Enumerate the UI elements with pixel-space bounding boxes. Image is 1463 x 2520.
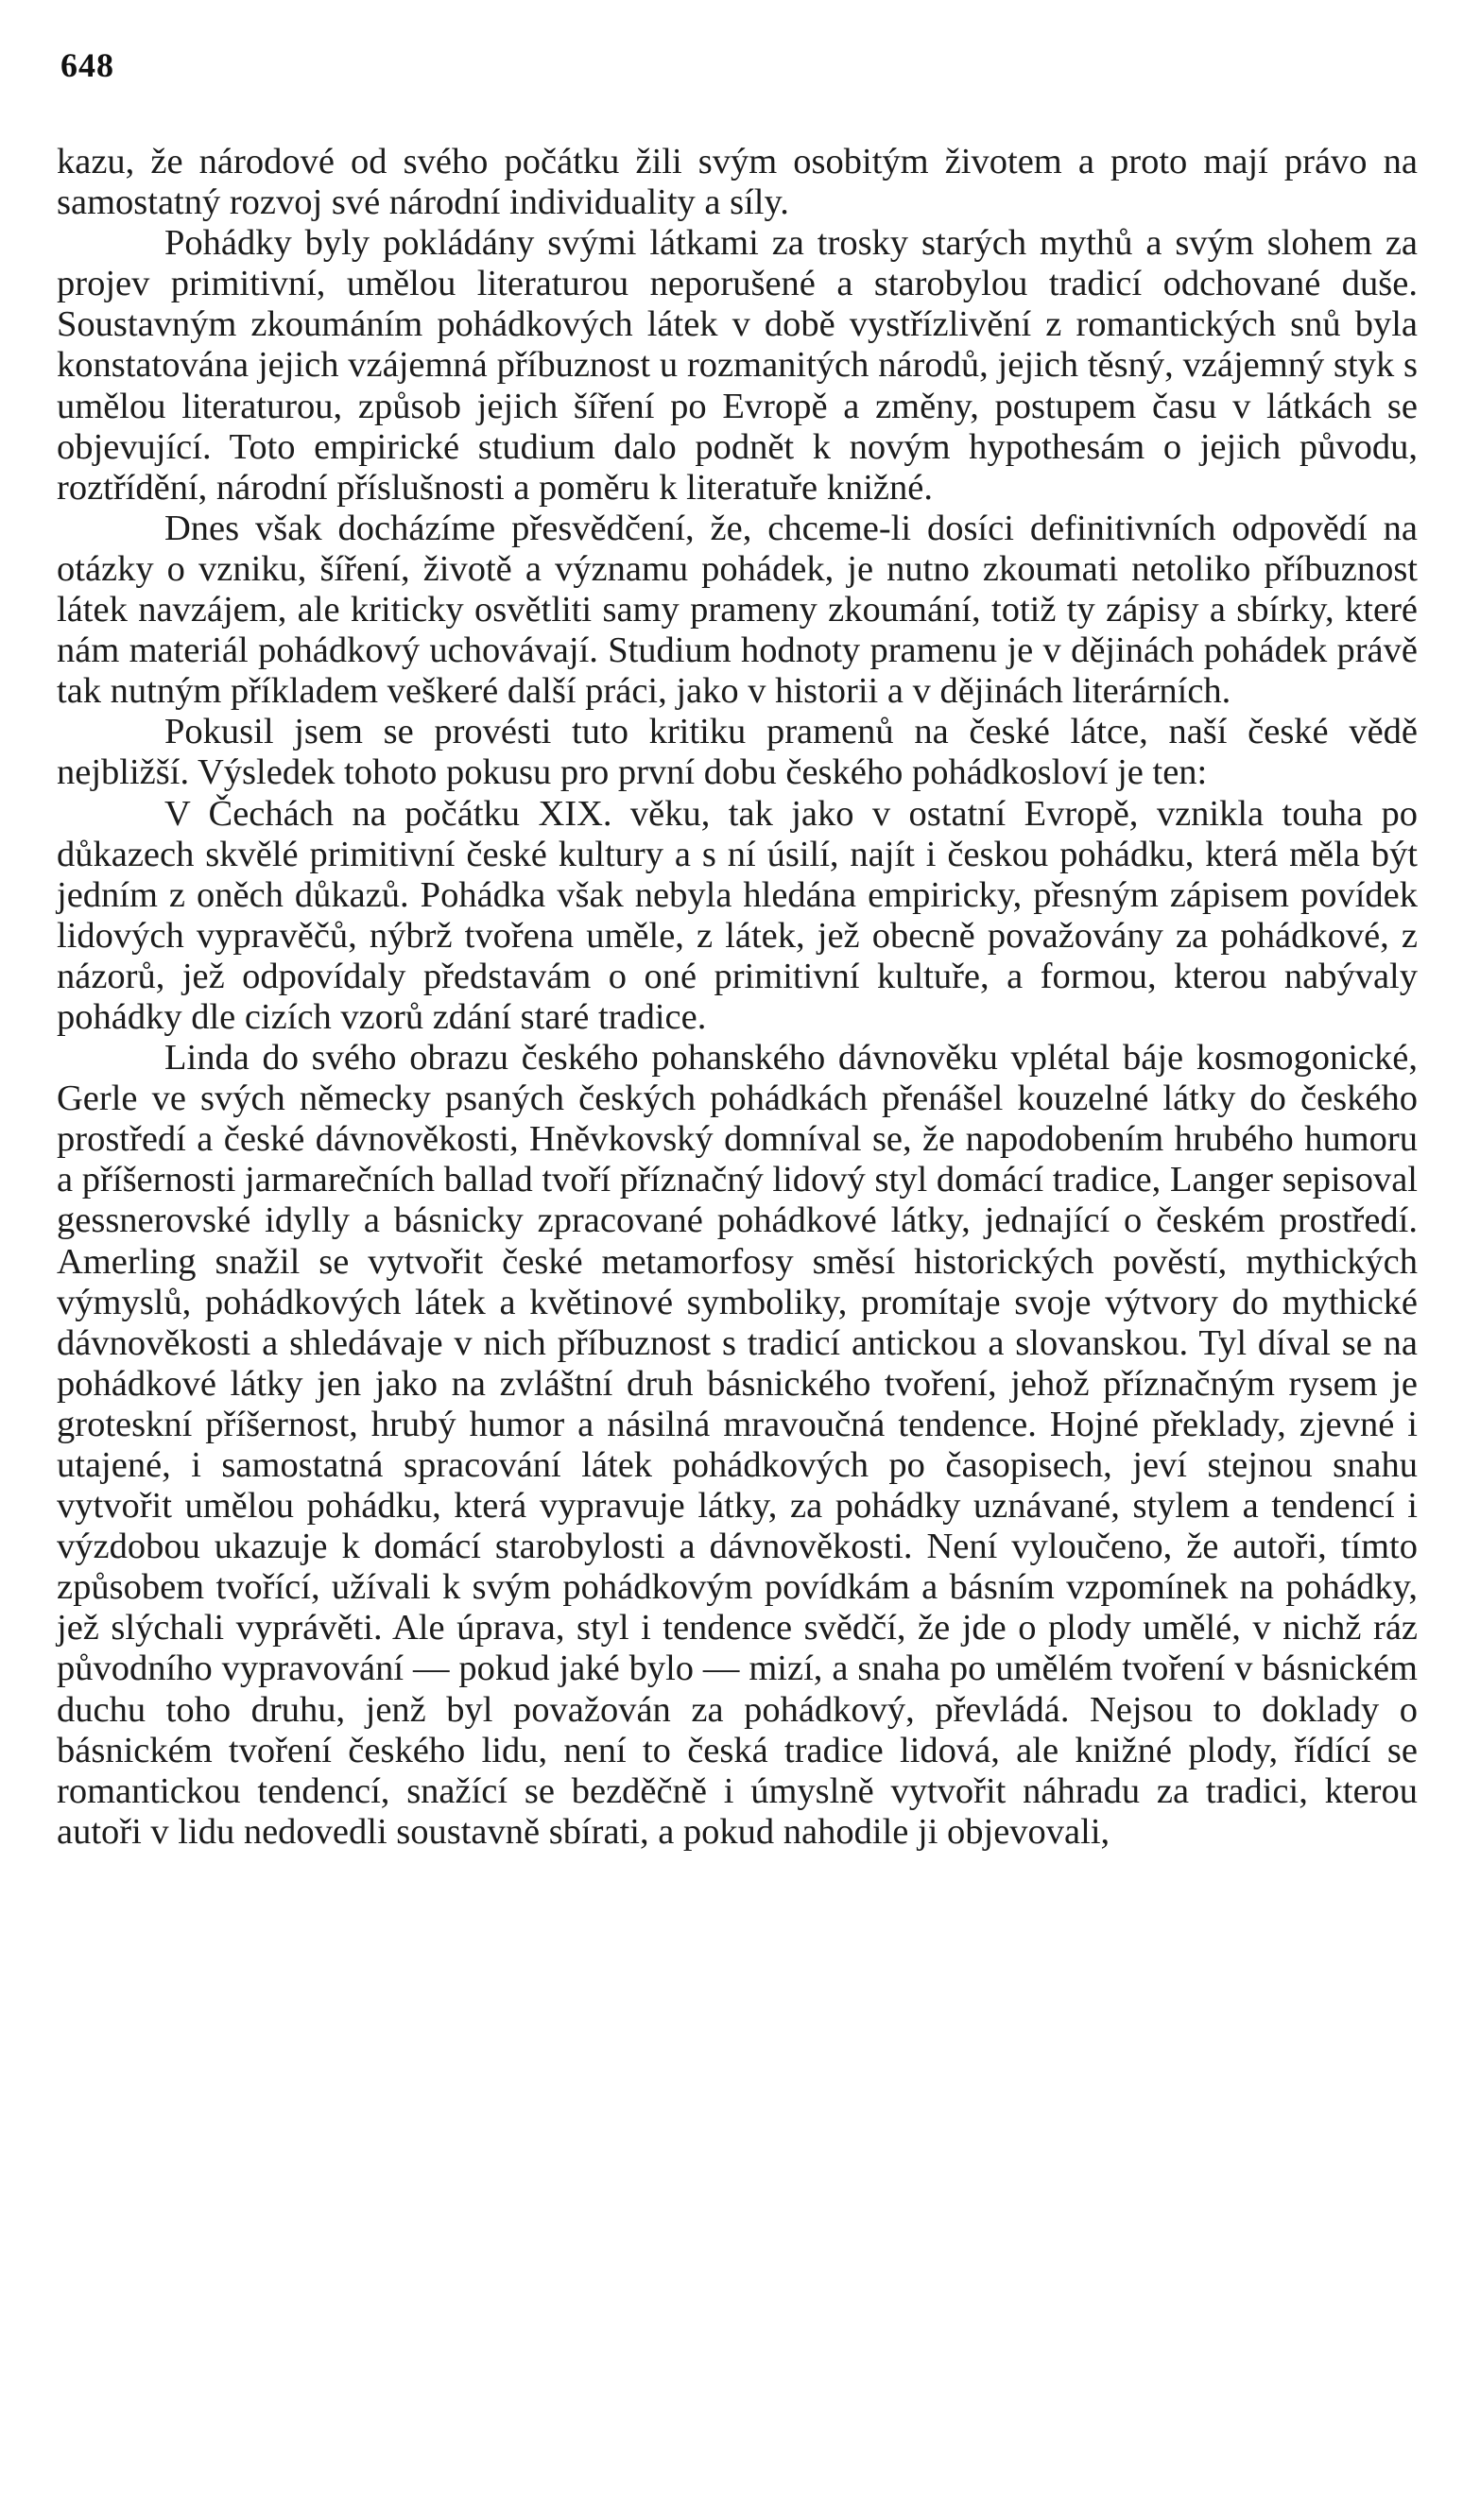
paragraph: V Čechách na počátku XIX. věku, tak jako v ostatní Evropě, vznikla touha po důkazech skvělé primitivní české kultury a s ní úsilí, najít i českou pohádku, která měla být jedním z oněch důkazů. Pohádka však nebyla hledána empiricky, přesným zápisem povídek lidových vypravěčů, nýbrž tvořena uměle, z látek, jež obecně považovány za pohádkové, z názorů, jež odpovídaly představám o oné primitivní kultuře, a formou, kterou nabývaly pohádky dle cizích vzorů zdání staré tradice. bbox=[57, 793, 1418, 1037]
body-text bbox=[57, 142, 1418, 1853]
paragraph: Linda do svého obrazu českého pohanského dávnověku vplétal báje kosmogonické, Gerle ve svých německy psaných českých pohádkách přenášel kouzelné látky do českého prostředí a české dávnověkosti, Hněvkovský domníval se, že napodobením hrubého humoru a příšernosti jarmarečních ballad tvoří příznačný lidový styl domácí tradice, Langer sepisoval gessnerovské idylly a básnicky zpracované pohádkové látky, jednající o českém prostředí. Amerling snažil se vytvořit české metamorfosy směsí historických pověstí, mythických výmyslů, pohádkových látek a květinové symboliky, promítaje svoje výtvory do mythické dávnověkosti a shledávaje v nich příbuznost s tradicí antickou a slovanskou. Tyl díval se na pohádkové látky jen jako na zvláštní druh básnického tvoření, jehož příznačným rysem je groteskní příšernost, hrubý humor a násilná mravoučná tendence. Hojné překlady, zjevné i utajené, i samostatná spracování látek pohádkových po časopisech, jeví stejnou snahu vytvořit umělou pohádku, která vypravuje látky, za pohádky uznávané, stylem a tendencí i výzdobou ukazuje k domácí starobylosti a dávnověkosti. Není vyloučeno, že autoři, tímto způsobem tvořící, užívali k svým pohádkovým povídkám a básním vzpomínek na pohádky, jež slýchali vyprávěti. Ale úprava, styl i tendence svědčí, že jde o plody umělé, v nichž ráz původního vypravování — pokud jaké bylo — mizí, a snaha po umělém tvoření v básnickém duchu toho druhu, jenž byl považován za pohádkový, převládá. Nejsou to doklady o básnickém tvoření českého lidu, není to česká tradice lidová, ale knižné plody, řídící se romantickou tendencí, snažící se bezděčně i úmyslně vytvořit náhradu za tradici, kterou autoři v lidu nedovedli soustavně sbírati, a pokud nahodile ji objevovali, bbox=[57, 1038, 1418, 1852]
paragraph: Pokusil jsem se provésti tuto kritiku pramenů na české látce, naší české vědě nejbližší. Výsledek tohoto pokusu pro první dobu českého pohádkosloví je ten: bbox=[57, 712, 1418, 793]
paragraph: kazu, že národové od svého počátku žili svým osobitým životem a proto mají právo na samostatný rozvoj své národní individuality a síly. bbox=[57, 142, 1418, 223]
page-number: 648 bbox=[60, 46, 114, 84]
paragraph: Pohádky byly pokládány svými látkami za trosky starých mythů a svým slohem za projev primitivní, umělou literaturou neporušené a starobylou tradicí odchované duše. Soustavným zkoumáním pohádkových látek v době vystřízlivění z romantických snů byla konstatována jejich vzájemná příbuznost u rozmanitých národů, jejich těsný, vzájemný styk s umělou literaturou, způsob jejich šíření po Evropě a změny, postupem času v látkách se objevující. Toto empirické studium dalo podnět k novým hypothesám o jejich původu, roztřídění, národní příslušnosti a poměru k literatuře knižné. bbox=[57, 223, 1418, 508]
paragraph: Dnes však docházíme přesvědčení, že, chceme-li dosíci definitivních odpovědí na otázky o vzniku, šíření, životě a významu pohádek, je nutno zkoumati netoliko příbuznost látek navzájem, ale kriticky osvětliti samy prameny zkoumání, totiž ty zápisy a sbírky, které nám materiál pohádkový uchovávají. Studium hodnoty pramenu je v dějinách pohádek právě tak nutným příkladem veškeré další práci, jako v historii a v dějinách literárních. bbox=[57, 508, 1418, 712]
